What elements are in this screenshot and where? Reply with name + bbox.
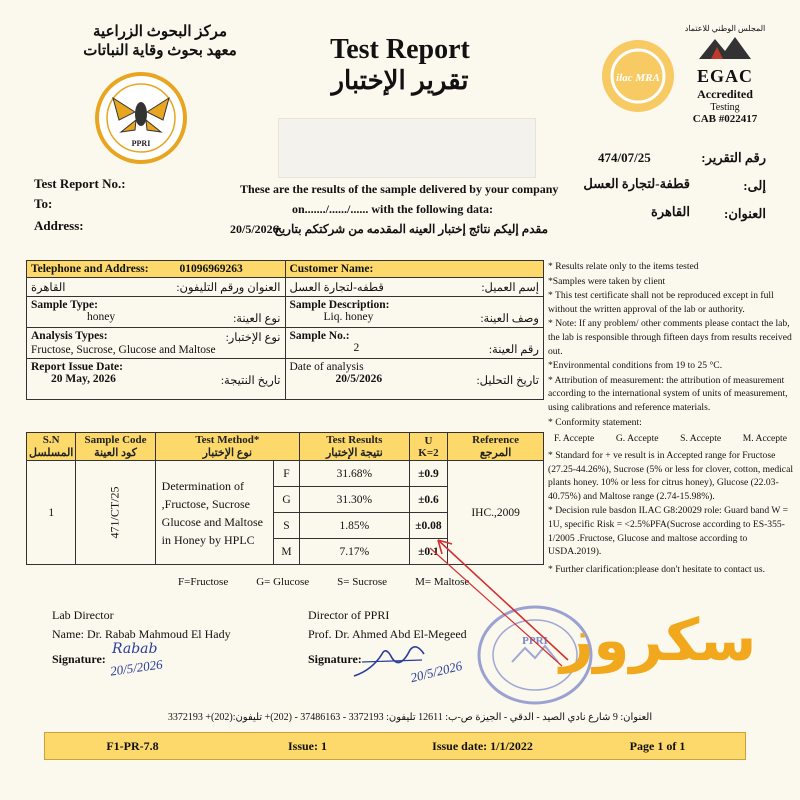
note-8: * Standard for + ve result is in Accepted range for Fructose (27.25-44.26%), Sucrose (5% or less for clover, cotton, medical plants honey. 10% or less for citrus honey), Glucose (22.03-40.75%) and Maltose range (2.74-15.98%).	[548, 449, 793, 502]
footer-address-ar: العنوان: 9 شارع نادي الصيد - الدقي - الجيزة ص-ب: 12611 تليفون: 3372193 - 37486163 - (202)+ تليفون:(202)+ 3372193	[167, 712, 653, 723]
note-1: * Results relate only to the items tested	[548, 261, 699, 272]
result-g: 31.30%	[300, 487, 410, 513]
header-results: Test Results نتيجة الإختبار	[300, 433, 410, 461]
svg-text:PPRI: PPRI	[131, 139, 151, 148]
note-7: * Conformity statement:	[548, 416, 642, 428]
intro-line2: on......./....../...... with the following data:	[292, 202, 494, 216]
header-sn: S.N المسلسل	[27, 433, 76, 461]
ppri-signature-date: 20/5/2026	[408, 657, 464, 686]
result-s: 1.85%	[300, 513, 410, 539]
intro-line1: These are the results of the sample delivered by your company	[240, 182, 559, 196]
report-no-label: Test Report No.:	[34, 176, 126, 191]
uncertainty-m: ±0.1	[409, 539, 447, 565]
row-letter-m: M	[273, 539, 299, 565]
address-value: القاهرة	[651, 204, 690, 219]
note-5: *Environmental conditions from 19 to 25 °C.	[548, 360, 723, 372]
note-3: * This test certificate shall not be reproduced except in full without the written approval of the lab or authority.	[548, 290, 774, 315]
address-label: Address:	[34, 218, 84, 233]
egac-mountain-icon	[695, 33, 755, 61]
redacted-area	[278, 118, 536, 178]
red-annotation-arrows	[400, 520, 580, 670]
row-letter-f: F	[273, 461, 299, 487]
intro-ar: مقدم إليكم نتائج إختبار العينه المقدمه من شركتكم بتاريخ	[274, 222, 548, 236]
customer-cell: Customer Name:	[285, 261, 544, 278]
uncertainty-g: ±0.6	[409, 487, 447, 513]
form-number: F1-PR-7.8	[106, 738, 159, 753]
note-9: * Decision rule basdon ILAC G8:20029 role: Guard band W = 1U, specific Risk = <2.5%PFA(Sucrose according to ES-355-1/2005 .Fructose, Glucose and maltose according to USDA.2019).	[548, 505, 789, 558]
to-label: To:	[34, 196, 53, 211]
uncertainty-s: ±0.08	[409, 513, 447, 539]
report-no-label-ar: رقم التقرير:	[701, 150, 766, 165]
to-value: قطفة-لتجارة العسل	[583, 176, 690, 191]
note-4: * Note: If any problem/ other comments please contact the lab, the lab is responsible through fifteen days from results received out.	[548, 318, 792, 357]
arabic-watermark-sucrose: سكروز	[560, 606, 757, 674]
sn-cell: 1	[27, 461, 76, 565]
uncertainty-f: ±0.9	[409, 461, 447, 487]
report-no-value: 474/07/25	[598, 150, 651, 165]
header-method: Test Method* نوع الإختبار	[155, 433, 299, 461]
sample-info-table	[26, 260, 544, 400]
institute-name-ar: مركز البحوث الزراعية معهد بحوث وقاية النباتات	[83, 24, 237, 59]
header-u: U K=2	[409, 433, 447, 461]
phone-ar-cell: القاهرة العنوان ورقم التليفون:	[27, 278, 286, 297]
lab-director-block: Lab Director Name: Dr. Rabab Mahmoud El Hady Signature:	[52, 608, 231, 666]
row-letter-g: G	[273, 487, 299, 513]
lab-signature: Rabab	[112, 641, 158, 657]
egac-accreditation-logo: المجلس الوطني للاعتماد EGAC Accredited Testing CAB #022417	[684, 24, 766, 125]
method-cell: Determination of ,Fructose, Sucrose Glucose and Maltose in Honey by HPLC	[155, 461, 273, 565]
issue-date: Issue date: 1/1/2022	[432, 738, 533, 753]
reference-cell: IHC.,2009	[448, 461, 544, 565]
footer-bar	[44, 732, 746, 760]
ilac-mra-logo	[598, 36, 678, 116]
sample-no-cell: Sample No.: 2 رقم العينة:	[285, 328, 544, 359]
lab-signature-date: 20/5/2026	[109, 656, 164, 679]
report-title-ar: تقرير الإختبار	[331, 66, 469, 95]
analysis-date-cell: Date of analysis 20/5/2026 تاريخ التحليل:	[285, 359, 544, 400]
header-reference: Reference المرجع	[448, 433, 544, 461]
intro-date: 20/5/2026	[230, 222, 279, 236]
report-title-en: Test Report	[330, 34, 470, 65]
phone-cell: Telephone and Address: 01096969263	[27, 261, 286, 278]
issue-number: Issue: 1	[287, 738, 327, 753]
address-label-ar: العنوان:	[724, 206, 766, 221]
ppri-director-block: Director of PPRI Prof. Dr. Ahmed Abd El-Megeed Signature:	[308, 608, 467, 666]
sample-desc-cell: Sample Description: Liq. honey وصف العينة:	[285, 297, 544, 328]
note-6: * Attribution of measurement: the attribution of measurement according to the international system of units of measurement, using calibrations and reference materials.	[548, 374, 788, 414]
result-m: 7.17%	[300, 539, 410, 565]
sugar-legend: F=Fructose G= Glucose S= Sucrose M= Maltose	[178, 576, 470, 588]
svg-text:PPRI: PPRI	[522, 635, 548, 647]
issue-date-cell: Report Issue Date: 20 May, 2026 تاريخ النتيجة:	[27, 359, 286, 400]
conformity-row: F. Accepte G. Accepte S. Accepte M. Accepte	[554, 433, 787, 445]
result-f: 31.68%	[300, 461, 410, 487]
note-2: *Samples were taken by client	[548, 275, 666, 287]
row-letter-s: S	[273, 513, 299, 539]
page-number: Page 1 of 1	[629, 738, 686, 753]
svg-text:ilac MRA: ilac MRA	[616, 72, 660, 84]
sample-type-cell: Sample Type: honey نوع العينة:	[27, 297, 286, 328]
notes-panel	[548, 260, 793, 577]
header-sample-code: Sample Code كود العينة	[76, 433, 155, 461]
analysis-type-cell: Analysis Types: نوع الإختبار: Fructose, Sucrose, Glucose and Maltose	[27, 328, 286, 359]
sample-code-cell: 471/CT/25	[76, 461, 155, 565]
to-label-ar: إلى:	[743, 178, 766, 193]
note-10: * Further clarification:please don't hesitate to contact us.	[548, 563, 765, 575]
customer-ar-cell: قطفه-لتجارة العسل إسم العميل:	[285, 278, 544, 297]
